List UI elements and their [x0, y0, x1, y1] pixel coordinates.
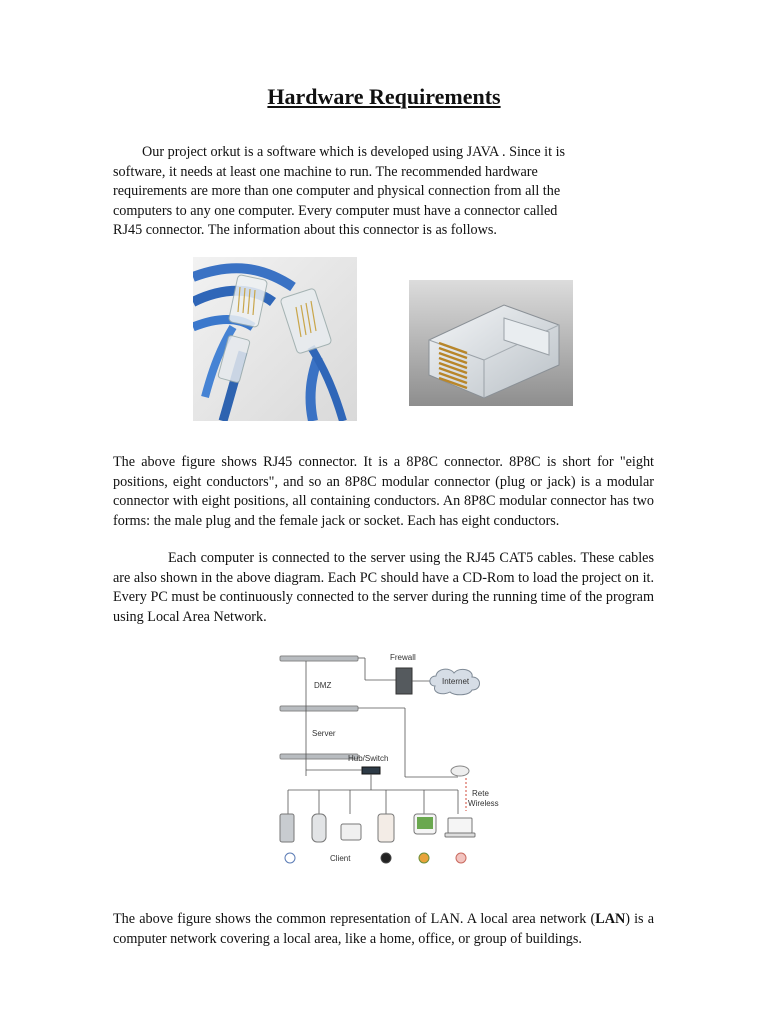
hub-switch-icon: [362, 767, 380, 774]
lan-abbreviation: LAN: [595, 911, 626, 927]
lan-paragraph-after: ) is a computer network covering a local area, like a home, office, or group of buildings.: [113, 911, 654, 947]
rj45-plug-photo: [409, 280, 573, 406]
intro-line: Our project orkut is a software which is developed using JAVA . Since it is: [142, 144, 566, 160]
firewall-label: Frewall: [390, 653, 416, 662]
page-title: Hardware Requirements: [267, 84, 501, 109]
client-label: Client: [330, 854, 351, 863]
desktop-pc-icon: [378, 814, 394, 842]
os-logo-icon: [456, 853, 466, 863]
cables-paragraph-text: Each computer is connected to the server using the RJ45 CAT5 cables. These cables are also shown in the above diagram. Each PC should have a CD-Rom to load the project on it. Every PC must be continuously connected to the server during the running time of the program using Local Area Network.: [113, 550, 654, 625]
laptop-icon: [448, 818, 472, 833]
lan-paragraph-before: The above figure shows the common representation of LAN. A local area network (: [113, 911, 596, 927]
linux-icon: [381, 853, 391, 863]
tower-pc-icon: [312, 814, 326, 842]
mac-os-icon: [285, 853, 295, 863]
lan-diagram: [270, 646, 510, 868]
hub-switch-label: Hub/Switch: [348, 754, 389, 763]
intro-paragraph: [113, 143, 653, 241]
internet-label: Internet: [442, 677, 470, 686]
tower-pc-icon: [280, 814, 294, 842]
server-label: Server: [312, 729, 336, 738]
firewall-icon: [396, 668, 412, 694]
printer-icon: [341, 824, 361, 840]
intro-line: requirements are more than one computer and physical connection from all the: [113, 183, 561, 199]
wireless-label-line2: Wireless: [468, 799, 499, 808]
windows-icon: [419, 853, 429, 863]
rj45-cables-photo: [193, 257, 357, 421]
cables-paragraph: [113, 549, 654, 627]
dmz-label: DMZ: [314, 681, 332, 690]
rack-unit-icon: [280, 656, 358, 759]
intro-line: computers to any one computer. Every computer must have a connector called: [113, 202, 558, 219]
intro-line: software, it needs at least one machine to run. The recommended hardware: [113, 163, 538, 180]
wireless-label-line1: Rete: [472, 789, 489, 798]
lan-paragraph: [113, 910, 654, 949]
rj45-description-paragraph: The above figure shows RJ45 connector. It is a 8P8C connector. 8P8C is short for "eight positions, eight conductors", and so an 8P8C modular connector (plug or jack) is a modular connector with eight positions, all containing conductors. An 8P8C modular connector has two forms: the male plug and the female jack or socket. Each has eight conductors.: [113, 454, 654, 529]
wireless-access-point-icon: [451, 766, 469, 776]
intro-line: RJ45 connector. The information about this connector is as follows.: [113, 222, 497, 238]
